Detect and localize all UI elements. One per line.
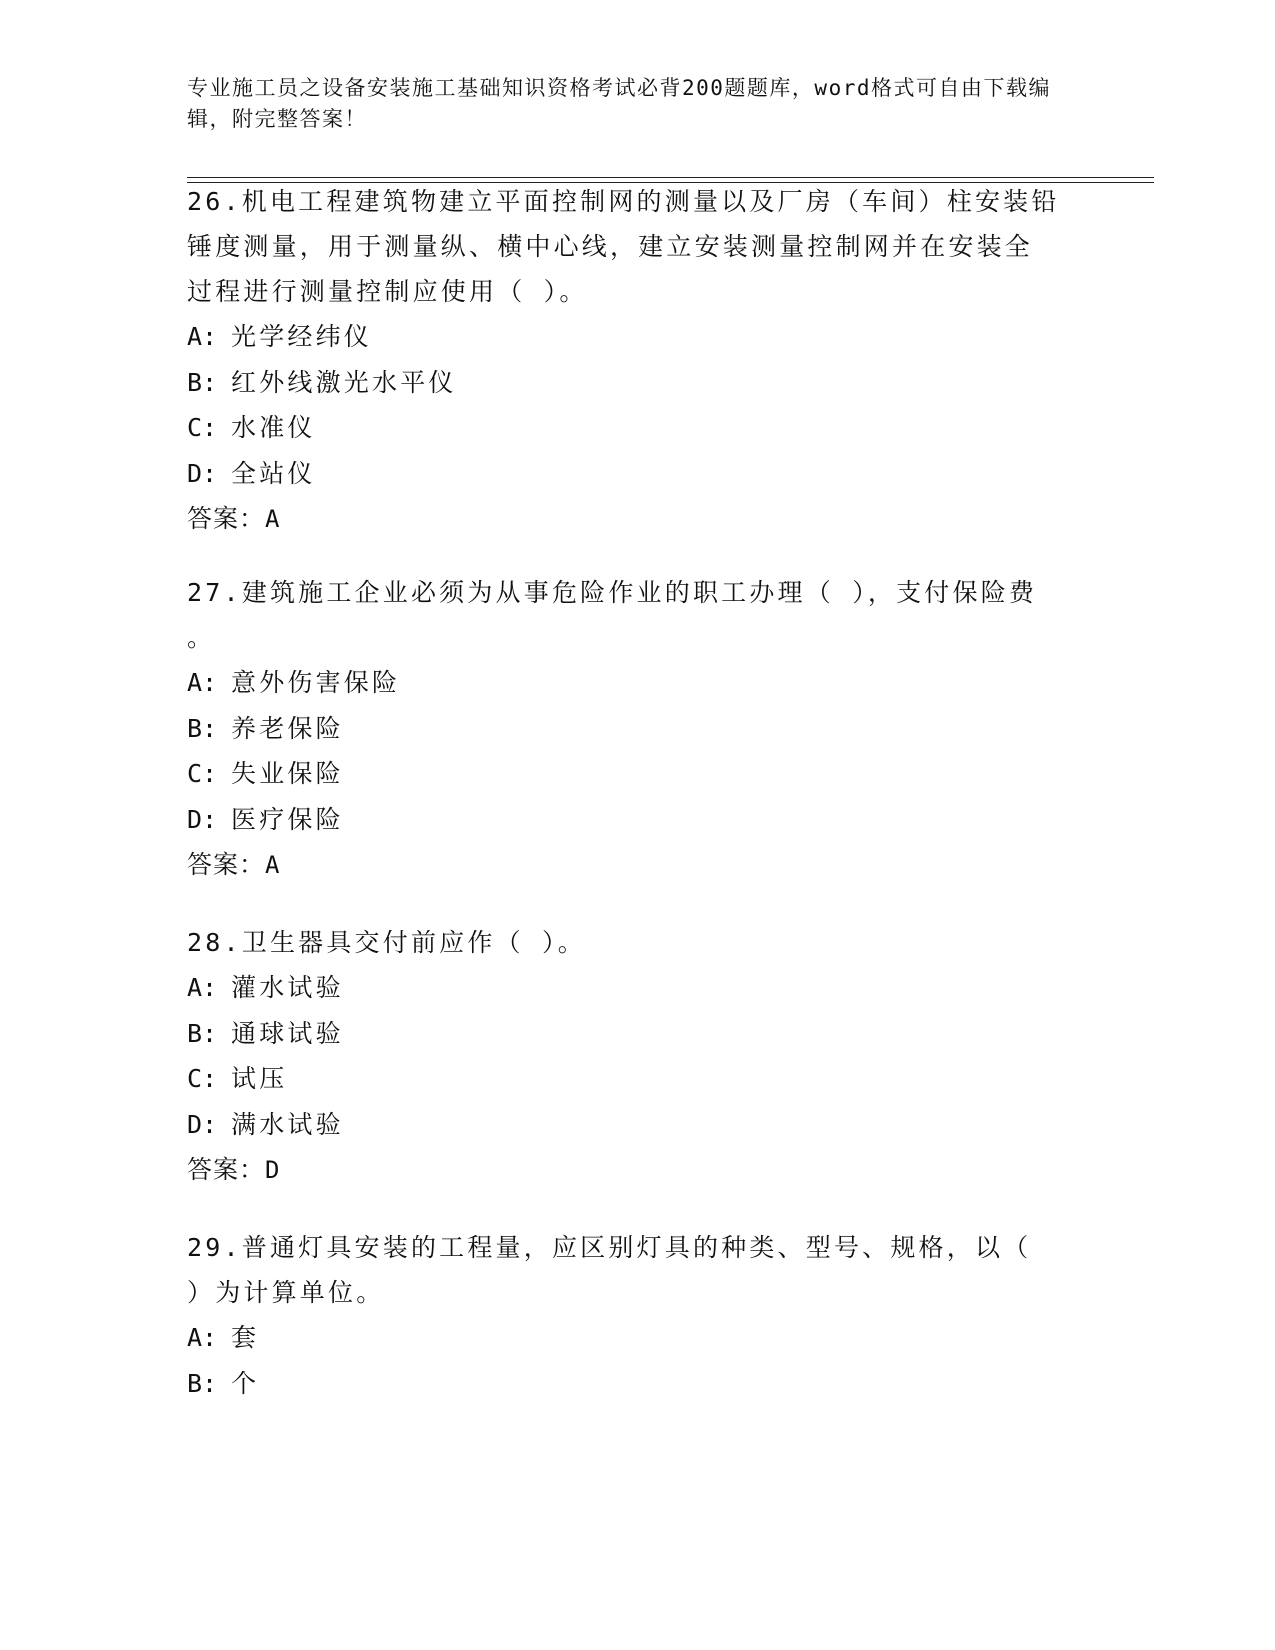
- question-stem-line: 过程进行测量控制应使用（ ）。: [187, 277, 588, 306]
- answer-label: 答案：: [187, 504, 266, 533]
- option-b: [187, 706, 1087, 752]
- question-26: [187, 179, 1087, 542]
- question-stem-line: 29.普通灯具安装的工程量，应区别灯具的种类、型号、规格，以（: [187, 1233, 1032, 1262]
- option-text: 意外伤害保险: [231, 668, 401, 697]
- question-29: [187, 1225, 1087, 1406]
- option-a: [187, 660, 1087, 706]
- option-d: [187, 451, 1087, 497]
- answer-label: 答案：: [187, 1155, 266, 1184]
- option-b: [187, 360, 1087, 406]
- option-c: [187, 405, 1087, 451]
- option-text: 红外线激光水平仪: [231, 367, 457, 397]
- question-stem-line: ）为计算单位。: [187, 1278, 385, 1307]
- answer-line: [187, 496, 1087, 542]
- option-label: A:: [187, 973, 218, 1002]
- option-label: A:: [187, 322, 218, 351]
- option-c: [187, 751, 1087, 797]
- option-text: 光学经纬仪: [231, 322, 373, 351]
- answer-value: D: [265, 1156, 281, 1184]
- option-text: 养老保险: [231, 713, 344, 743]
- option-text: 全站仪: [231, 458, 316, 488]
- option-text: 通球试验: [231, 1018, 344, 1048]
- option-text: 医疗保险: [231, 804, 344, 834]
- option-label: B:: [187, 1368, 218, 1398]
- option-a: [187, 1315, 1087, 1361]
- option-text: 试压: [231, 1064, 288, 1093]
- option-text: 满水试验: [231, 1109, 344, 1139]
- option-text: 水准仪: [231, 413, 316, 442]
- option-a: [187, 314, 1087, 360]
- question-28: [187, 920, 1087, 1193]
- question-stem-line: 27.建筑施工企业必须为从事危险作业的职工办理（ ），支付保险费: [187, 578, 1038, 607]
- option-label: D:: [187, 1109, 218, 1139]
- question-stem-line: 26.机电工程建筑物建立平面控制网的测量以及厂房（车间）柱安装铅: [187, 187, 1060, 216]
- question-stem-line: 锤度测量，用于测量纵、横中心线，建立安装测量控制网并在安装全: [187, 232, 1034, 261]
- option-text: 灌水试验: [231, 973, 344, 1002]
- option-label: D:: [187, 458, 218, 488]
- option-d: [187, 1102, 1087, 1148]
- option-text: 失业保险: [231, 759, 344, 788]
- answer-value: A: [265, 851, 281, 879]
- option-a: [187, 965, 1087, 1011]
- option-label: A:: [187, 668, 218, 697]
- option-label: C:: [187, 1064, 218, 1093]
- option-text: 个: [231, 1368, 260, 1398]
- option-b: [187, 1361, 1087, 1407]
- question-stem-line: 28.卫生器具交付前应作（ ）。: [187, 928, 586, 957]
- option-label: D:: [187, 804, 218, 834]
- answer-line: [187, 1147, 1087, 1193]
- answer-value: A: [265, 505, 281, 533]
- option-label: A:: [187, 1323, 218, 1352]
- option-d: [187, 797, 1087, 843]
- option-text: 套: [231, 1323, 260, 1352]
- option-c: [187, 1056, 1087, 1102]
- question-stem-line: 。: [187, 623, 216, 652]
- answer-line: [187, 842, 1087, 888]
- option-label: B:: [187, 367, 218, 397]
- option-label: B:: [187, 713, 218, 743]
- answer-label: 答案：: [187, 850, 266, 879]
- option-b: [187, 1011, 1087, 1057]
- intro-text: 专业施工员之设备安装施工基础知识资格考试必背200题题库，word格式可自由下载编辑，附完整答案！: [187, 76, 1051, 131]
- option-label: C:: [187, 759, 218, 788]
- question-27: [187, 570, 1087, 888]
- header-divider-thick: [187, 177, 1154, 178]
- document-intro: [187, 73, 1067, 135]
- option-label: B:: [187, 1018, 218, 1048]
- option-label: C:: [187, 413, 218, 442]
